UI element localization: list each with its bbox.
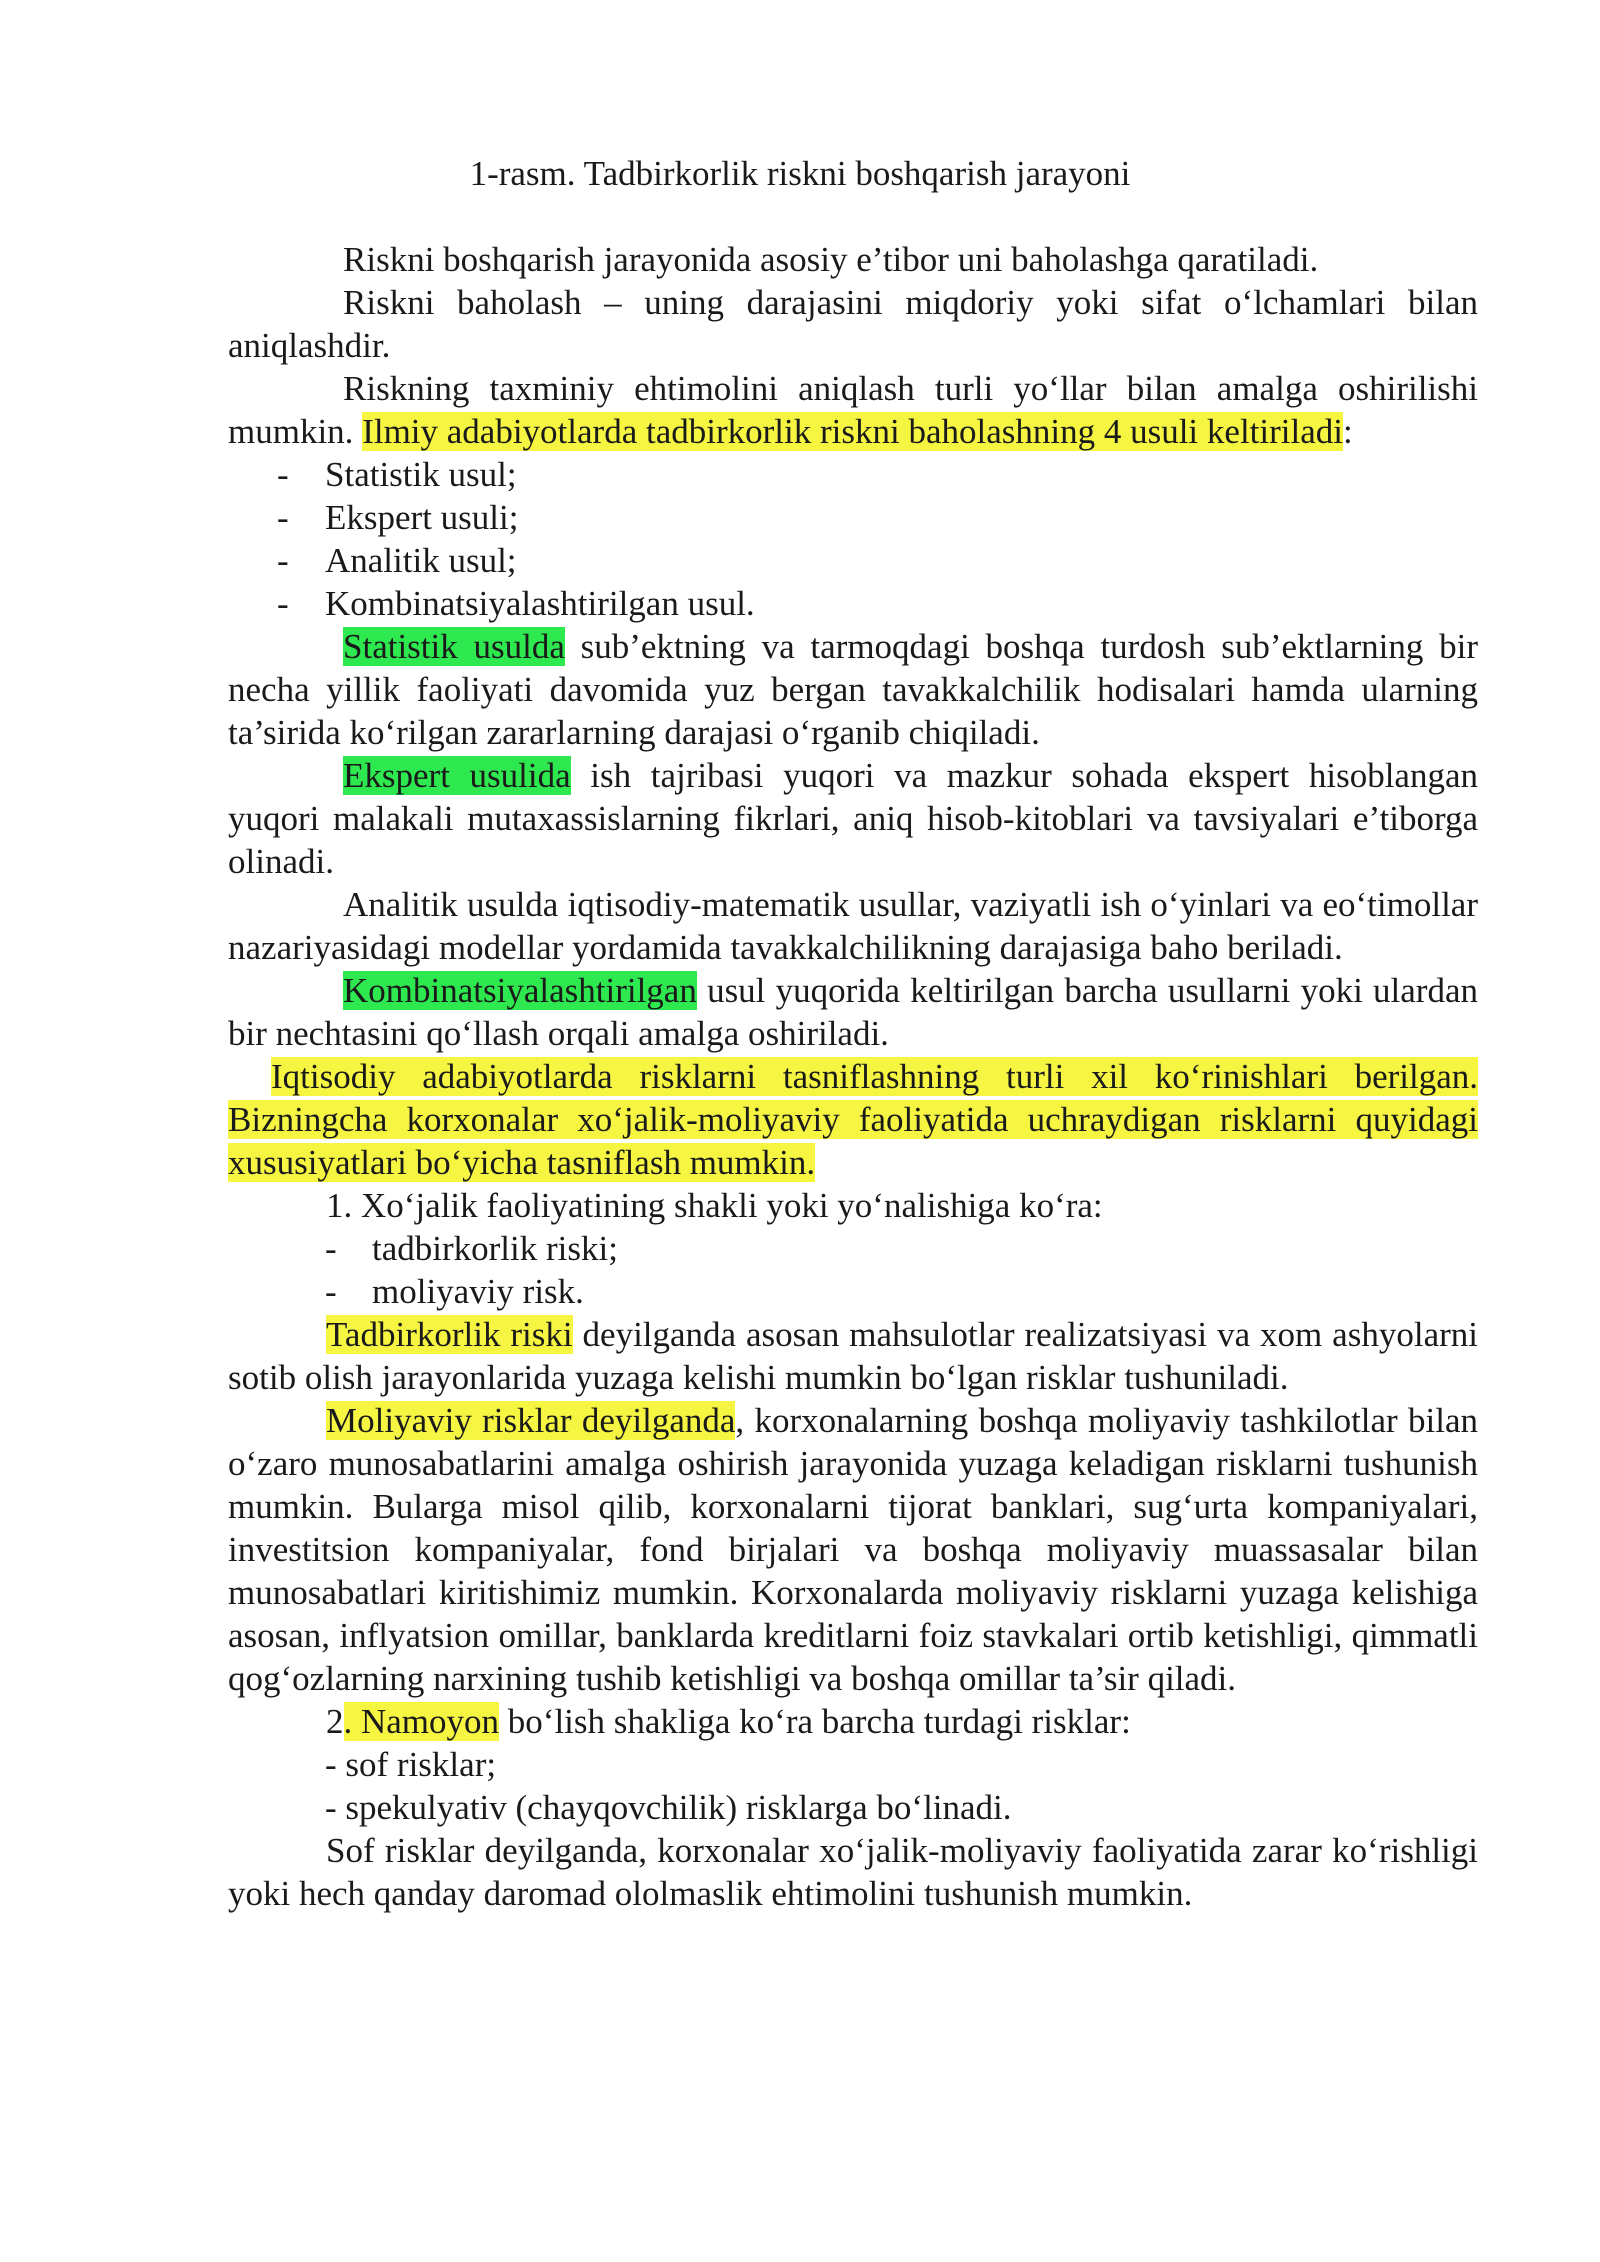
list-item <box>228 582 1478 625</box>
paragraph-text: , korxonalarning boshqa moliyaviy tashkilotlar bilan o‘zaro munosabatlarini amalga oshirish jarayonida yuzaga keladigan risklarni tushunish mumkin. Bularga misol qilib, korxonalarni tijorat banklari, sug‘urta kompaniyalari, investitsion kompaniyalar, fond birjalari va boshqa moliyaviy muassasalar bilan munosabatlari kiritishimiz mumkin. Korxonalarda moliyaviy risklarni yuzaga kelishiga asosan, inflyatsion omillar, banklarda kreditlarni foiz stavkalari ortib ketishligi, qimmatli qog‘ozlarning narxining tushib ketishligi va boshqa omillar ta’sir qiladi. <box>228 1401 1478 1698</box>
highlighted-text: . Namoyon <box>343 1702 500 1741</box>
paragraph-expert-method <box>228 754 1478 883</box>
paragraph-text: 2 <box>326 1702 344 1741</box>
list-item <box>228 1270 1478 1313</box>
list-item <box>228 453 1478 496</box>
paragraph-analytic-method: Analitik usulda iqtisodiy-matematik usullar, vaziyatli ish o‘yinlari va eo‘timollar nazariyasidagi modellar yordamida tavakkalchilikning darajasiga baho beriladi. <box>228 885 1478 967</box>
list-dash: - <box>277 455 289 494</box>
list-item-text: tadbirkorlik riski; <box>372 1229 618 1268</box>
list-item-text: Kombinatsiyalashtirilgan usul. <box>325 584 755 623</box>
paragraph-text: ish tajribasi yuqori va mazkur sohada ekspert hisoblangan yuqori malakali mutaxassislarning fikrlari, aniq hisob-kitoblari va tavsiyalari e’tiborga olinadi. <box>228 756 1478 881</box>
paragraph-probability <box>228 367 1478 453</box>
list-item <box>228 539 1478 582</box>
classification-1-title: 1. Xo‘jalik faoliyatining shakli yoki yo‘nalishiga ko‘ra: <box>326 1186 1103 1225</box>
list-item: - spekulyativ (chayqovchilik) risklarga bo‘linadi. <box>325 1788 1012 1827</box>
classification-2-title <box>228 1700 1478 1743</box>
paragraph-entrepreneurial-risk <box>228 1313 1478 1399</box>
paragraph-text: sub’ektning va tarmoqdagi boshqa turdosh sub’ektlarning bir necha yillik faoliyati davomida yuz bergan tavakkalchilik hodisalari hamda ularning ta’sirida ko‘rilgan zararlarning darajasi o‘rganib chiqiladi. <box>228 627 1478 752</box>
highlighted-text: Kombinatsiyalashtirilgan <box>343 971 697 1010</box>
paragraph-text: : <box>1342 412 1353 451</box>
list-dash: - <box>277 584 289 623</box>
paragraph-risk-assessment: Riskni baholash – uning darajasini miqdoriy yoki sifat o‘lchamlari bilan aniqlashdir. <box>228 283 1478 365</box>
paragraph-classification <box>228 1055 1478 1184</box>
highlighted-text: Statistik usulda <box>343 627 565 666</box>
list-item-text: moliyaviy risk. <box>372 1272 584 1311</box>
figure-caption: 1-rasm. Tadbirkorlik riskni boshqarish jarayoni <box>469 154 1131 193</box>
paragraph-combined-method <box>228 969 1478 1055</box>
list-item-text: Analitik usul; <box>325 541 517 580</box>
paragraph-text: bo‘lish shakliga ko‘ra barcha turdagi risklar: <box>499 1702 1131 1741</box>
highlighted-text: Moliyaviy risklar deyilganda <box>326 1401 736 1440</box>
paragraph-pure-risks: Sof risklar deyilganda, korxonalar xo‘jalik-moliyaviy faoliyatida zarar ko‘rishligi yoki hech qanday daromad ololmaslik ehtimolini tushunish mumkin. <box>228 1831 1478 1913</box>
list-item-text: Ekspert usuli; <box>325 498 519 537</box>
highlighted-text: Iqtisodiy adabiyotlarda risklarni tasniflashning turli xil ko‘rinishlari berilgan. Bizningcha korxonalar xo‘jalik-moliyaviy faoliyatida uchraydigan risklarni quyidagi xususiyatlari bo‘yicha tasniflash mumkin. <box>228 1057 1478 1182</box>
paragraph-text: Riskning taxminiy ehtimolini aniqlash turli yo‘llar bilan amalga oshirilishi mumkin. <box>228 369 1478 451</box>
list-dash: - <box>277 498 289 537</box>
list-item-text: Statistik usul; <box>325 455 517 494</box>
list-dash: - <box>277 541 289 580</box>
paragraph-text: deyilganda asosan mahsulotlar realizatsiyasi va xom ashyolarni sotib olish jarayonlarida yuzaga kelishi mumkin bo‘lgan risklar tushuniladi. <box>228 1315 1478 1397</box>
paragraph-risk-management: Riskni boshqarish jarayonida asosiy e’tibor uni baholashga qaratiladi. <box>343 240 1319 279</box>
document-body <box>228 238 1478 1915</box>
list-item <box>228 496 1478 539</box>
paragraph-financial-risk <box>228 1399 1478 1700</box>
list-item: - sof risklar; <box>325 1745 497 1784</box>
paragraph-text: usul yuqorida keltirilgan barcha usullarni yoki ulardan bir nechtasini qo‘llash orqali amalga oshiriladi. <box>228 971 1478 1053</box>
highlighted-text: Ilmiy adabiyotlarda tadbirkorlik riskni baholashning 4 usuli keltiriladi <box>362 412 1343 451</box>
highlighted-text: Ekspert usulida <box>343 756 571 795</box>
list-dash: - <box>325 1272 337 1311</box>
list-dash: - <box>325 1229 337 1268</box>
paragraph-statistical-method <box>228 625 1478 754</box>
highlighted-text: Tadbirkorlik riski <box>326 1315 573 1354</box>
list-item <box>228 1227 1478 1270</box>
